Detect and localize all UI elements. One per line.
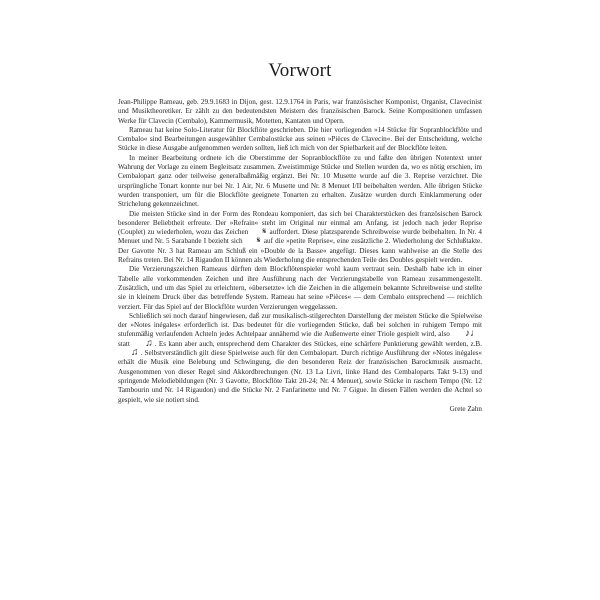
paragraph-rondeau — [118, 210, 482, 266]
segno-refrain-icon: 𝄋 — [262, 226, 267, 237]
author-signature: Grete Zahn — [449, 404, 482, 413]
paragraph-notes-inegales-part-4: . Selbstverständlich gilt diese Spielweise auch für den Cembalopart. Durch richtige Ausführung der »Notes inégales« erhält die Musik eine Belebung und Schwingung, die den besonderen Reiz der französischen Barockmusik ausmacht. Ausgenommen von dieser Regel sind Akkordbrechungen (Nr. 13 La Livri, linke Hand des Cembaloparts Takt 9-13) und springende Melodiebildungen (Nr. 3 Gavotte, Blockflöte Takt 20-24; Nr. 4 Menuet), sowie Stücke in raschem Tempo (Nr. 12 Tambourin und Nr. 14 Rigaudon) und die Stücke Nr. 2 Fanfarinette und Nr. 7 Gigue. In diesen Fällen werden die Achtel so gespielt, wie sie notiert sind. — [118, 349, 482, 404]
segno-petite-reprise-icon: 𝄋 — [256, 235, 261, 246]
paragraph-rondeau-part-2: auffordert. Diese platzsparende Schreibweise wurde beibehalten. In Nr. 4 Menuet und Nr. 5 Sarabande I bezieht sich — [118, 228, 482, 246]
document-page — [118, 0, 482, 600]
paragraph-rondeau-part-3: auf die »petite Reprise«, eine zusätzliche 2. Wiederholung der Schlußtakte. Der Gavotte Nr. 3 hat Rameau am Schluß ein »Double de la Basse« angefügt. Dieses kann wahlweise an die Stelle des Refrains treten. Bei Nr. 14 Rigaudon II können als Wiederholung die entsprechenden Teile des Doubles gespielt werden. — [118, 237, 483, 265]
triplet-rhythm-notes-icon: ♪♩ — [465, 328, 480, 340]
straight-eighths-notes-icon: ♫ — [145, 337, 153, 349]
preface-body — [118, 98, 482, 414]
paragraph-arrangement-method: In meiner Bearbeitung ordnete ich die Oberstimme der Sopranblockflöte zu und faßte den übrigen Notentext unter Wahrung der Vorlage zu einem Begleitsatz zusammen. Zweistimmige Stücke und Stellen wurden da, wo es nötig erschien, im Cembalopart ganz oder teilweise generalbaßmäßig ergänzt. Bei Nr. 10 Musette wurde auf die 3. Reprise verzichtet. Die ursprüngliche Tonart konnte nur bei Nr. 1 Air, Nr. 6 Musette und Nr. 8 Menuet I/II beibehalten werden. Alle übrigen Stücke wurden transponiert, um für die Blockflöte geeignete Tonarten zu erhalten. Zusätze wurden durch Einklammerung oder Strichelung gekennzeichnet. — [118, 153, 482, 209]
paragraph-rondeau-part-1: Die meisten Stücke sind in der Form des Rondeau komponiert, das sich bei Charakterstücken des französischen Barock besonderer Beliebtheit erfreute. Der »Refrain« steht im Original nur einmal am Anfang, ist jedoch nach jeder Reprise (Couplet) zu wiederholen, wozu das Zeichen — [118, 209, 482, 237]
paragraph-notes-inegales — [118, 312, 482, 405]
paragraph-biography: Jean-Philippe Rameau, geb. 29.9.1683 in Dijon, gest. 12.9.1764 in Paris, war französischer Komponist, Organist, Clavecinist und Musiktheoretiker. Er zählt zu den bedeutendsten Meistern des französischen Barock. Seine Kompositionen umfassen Werke für Clavecin (Cembalo), Kammermusik, Motetten, Kantaten und Opern. — [118, 98, 482, 125]
paragraph-notes-inegales-part-2: statt — [118, 339, 130, 348]
paragraph-arrangement-source: Rameau hat keine Solo-Literatur für Blockflöte geschrieben. Die hier vorliegenden »14 Stücke für Sopranblockflöte und Cembalo« sind Bearbeitungen ausgewählter Cembalostücke aus seinen »Pièces de Clavecin«. Bei der Entscheidung, welche Stücke in diese Ausgabe aufgenommen werden sollten, ließ ich mich von der Spielbarkeit auf der Blockflöte leiten. — [118, 125, 482, 153]
paragraph-notes-inegales-part-1: Schließlich sei noch darauf hingewiesen, daß zur musikalisch-stilgerechten Darstellung der meisten Stücke die Spielweise der »Notes inégales« erforderlich ist. Das bedeutet für die vorliegenden Stücke, daß bei solchen in ruhigem Tempo mit stufenmäßig verlaufenden Achteln jedes Achtelpaar annähernd wie die Außenwerte einer Triole gespielt wird, also — [118, 311, 482, 339]
paragraph-notes-inegales-part-3: . Es kann aber auch, entsprechend dem Charakter des Stückes, eine schärfere Punktierung gewählt werden, z.B. — [154, 339, 482, 348]
dotted-rhythm-notes-icon: ♫ — [131, 347, 139, 359]
paragraph-ornaments: Die Verzierungszeichen Rameaus dürften dem Blockflötenspieler wohl kaum vertraut sein. Deshalb habe ich in einer Tabelle alle vorkommenden Zeichen und ihre Ausführung nach der Verzierungstabelle von Rameau zusammengestellt. Zusätzlich, und um das Spiel zu erleichtern, »übersetzte« ich die Zeichen in die allgemein bekannte Schreibweise und stellte sie in kleinem Druck über das betreffende System. Rameau hat seine »Pièces« — dem Cembalo entsprechend — reichlich verziert. Für das Spiel auf der Blockflöte wurden Verzierungen weggelassen. — [118, 265, 482, 311]
page-title: Vorwort — [268, 60, 332, 81]
